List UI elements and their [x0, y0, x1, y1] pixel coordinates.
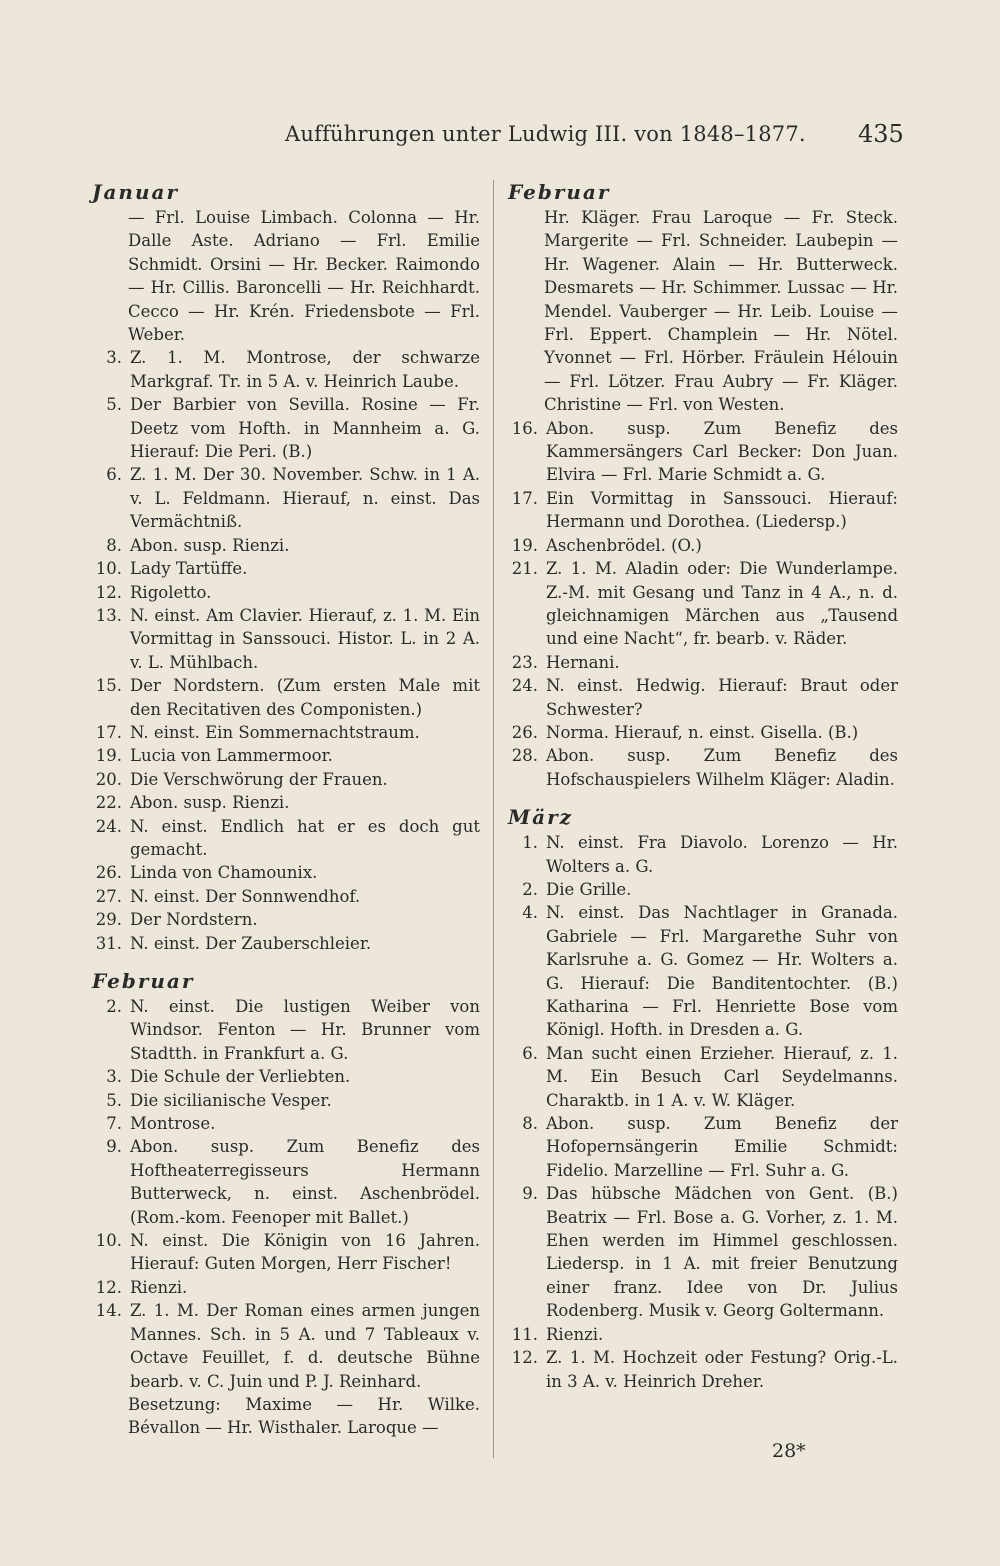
performance-entry: [92, 815, 480, 862]
continuation-text: — Frl. Louise Limbach. Colonna — Hr. Dalle Aste. Adriano — Frl. Emilie Schmidt. Orsini — Hr. Becker. Raimondo — Hr. Cillis. Baroncelli — Hr. Reichhardt. Cecco — Hr. Krén. Friedensbote — Frl. Weber.: [128, 208, 480, 345]
entry-day: 21.: [511, 559, 538, 579]
entry-text: Z. 1. M. Aladin oder: Die Wunderlampe. Z.-M. mit Gesang und Tanz in 4 A., n. d. gleichnamigen Märchen aus „Tausend und eine Nacht“, fr. bearb. v. Räder.: [546, 559, 898, 649]
performance-entry: [92, 1065, 480, 1088]
entry-day: 24.: [511, 676, 538, 696]
entry-day: 27.: [95, 886, 122, 906]
entry-text: Man sucht einen Erzieher. Hierauf, z. 1. M. Ein Besuch Carl Seydelmanns. Charaktb. in 1 A. v. W. Kläger.: [546, 1043, 898, 1110]
performance-entry: [508, 674, 898, 721]
performance-entry: [508, 831, 898, 878]
entry-text: Die Verschwörung der Frauen.: [130, 769, 388, 789]
entry-text: Linda von Chamounix.: [130, 863, 318, 883]
running-title: Aufführungen unter Ludwig III. von 1848–1877.: [285, 122, 806, 146]
entry-day: 7.: [106, 1114, 122, 1134]
performance-entry: [92, 581, 480, 604]
performance-entry: [508, 901, 898, 1041]
performance-entry: [92, 885, 480, 908]
entry-text: Die Schule der Verliebten.: [130, 1067, 351, 1087]
performance-entry: [508, 721, 898, 744]
page-header: [0, 118, 1000, 154]
right-column: [508, 178, 898, 1393]
performance-entry: [92, 604, 480, 674]
entry-text: Abon. susp. Rienzi.: [130, 793, 290, 813]
entry-day: 22.: [95, 793, 122, 813]
performance-entry: [508, 1323, 898, 1346]
performance-entry: [92, 557, 480, 580]
entry-text: Abon. susp. Zum Benefiz des Hofschauspielers Wilhelm Kläger: Aladin.: [546, 746, 898, 789]
performance-entry: [92, 346, 480, 393]
entry-day: 12.: [95, 582, 122, 602]
entry-text: Abon. susp. Rienzi.: [130, 535, 290, 555]
entry-text: Z. 1. M. Der 30. November. Schw. in 1 A. v. L. Feldmann. Hierauf, n. einst. Das Vermächtniß.: [130, 465, 480, 532]
performance-entry: [92, 995, 480, 1065]
performance-entry: [508, 651, 898, 674]
entry-day: 6.: [522, 1043, 538, 1063]
performance-entry: [508, 487, 898, 534]
entry-text: Hernani.: [546, 652, 620, 672]
entry-text: Die sicilianische Vesper.: [130, 1090, 332, 1110]
entry-day: 11.: [511, 1324, 538, 1344]
entry-day: 19.: [95, 746, 122, 766]
month-heading: März: [508, 805, 573, 830]
entry-day: 3.: [106, 1067, 122, 1087]
entry-text: Montrose.: [130, 1114, 216, 1134]
entry-day: 19.: [511, 535, 538, 555]
performance-entry: [92, 1299, 480, 1393]
entry-text: Z. 1. M. Montrose, der schwarze Markgraf. Tr. in 5 A. v. Heinrich Laube.: [130, 348, 480, 391]
continuation-text: Hr. Kläger. Frau Laroque — Fr. Steck. Margerite — Frl. Schneider. Laubepin — Hr. Wagener. Alain — Hr. Butterweck. Desmarets — Hr. Schimmer. Lussac — Hr. Mendel. Vauberger — Hr. Leib. Louise — Frl. Eppert. Champlein — Hr. Nötel. Yvonnet — Frl. Hörber. Fräulein Hélouin — Frl. Lötzer. Frau Aubry — Fr. Kläger. Christine — Frl. von Westen.: [544, 208, 898, 415]
entry-text: Der Barbier von Sevilla. Rosine — Fr. Deetz vom Hofth. in Mannheim a. G. Hierauf: Die Peri. (B.): [130, 395, 480, 462]
entry-day: 26.: [511, 722, 538, 742]
performance-entry: [92, 1276, 480, 1299]
entry-day: 3.: [106, 348, 122, 368]
entry-text: N. einst. Endlich hat er es doch gut gemacht.: [130, 816, 480, 859]
entry-day: 2.: [106, 997, 122, 1016]
entry-day: 26.: [95, 863, 122, 883]
entry-day: 23.: [511, 652, 538, 672]
entry-day: 17.: [95, 722, 122, 742]
entry-text: Rigoletto.: [130, 582, 212, 602]
entry-day: 5.: [106, 1090, 122, 1110]
month-heading: Januar: [92, 180, 179, 204]
entry-day: 10.: [95, 1231, 122, 1251]
entry-text: Rienzi.: [130, 1277, 188, 1297]
entry-day: 20.: [95, 769, 122, 789]
entry-day: 31.: [95, 933, 122, 953]
entry-day: 1.: [522, 833, 538, 853]
entry-text: Lucia von Lammermoor.: [130, 746, 333, 766]
entry-text: Ein Vormittag in Sanssouci. Hierauf: Hermann und Dorothea. (Liedersp.): [546, 488, 898, 532]
entry-text: Lady Tartüffe.: [130, 559, 248, 579]
entry-text: Abon. susp. Zum Benefiz der Hofopernsängerin Emilie Schmidt: Fidelio. Marzelline — Frl. Suhr a. G.: [546, 1114, 898, 1180]
entry-text: N. einst. Am Clavier. Hierauf, z. 1. M. Ein Vormittag in Sanssouci. Histor. L. in 2 A. v. L. Mühlbach.: [130, 605, 480, 672]
entry-text: Abon. susp. Zum Benefiz des Kammersängers Carl Becker: Don Juan. Elvira — Frl. Marie Schmidt a. G.: [546, 418, 898, 485]
entry-day: 14.: [95, 1301, 122, 1321]
performance-entry: [92, 463, 480, 533]
month-heading: Februar: [92, 969, 195, 993]
performance-entry: [92, 744, 480, 767]
performance-entry: [92, 1112, 480, 1135]
entry-day: 9.: [106, 1137, 122, 1157]
entry-text: Rienzi.: [546, 1324, 604, 1344]
performance-entry: [92, 674, 480, 721]
performance-entry: [92, 721, 480, 744]
entry-day: 12.: [511, 1348, 538, 1368]
entry-text: Der Nordstern.: [130, 910, 258, 930]
entry-day: 13.: [95, 605, 122, 625]
month-heading: Februar: [508, 180, 611, 204]
performance-entry: [92, 768, 480, 791]
entry-text: Das hübsche Mädchen von Gent. (B.) Beatrix — Frl. Bose a. G. Vorher, z. 1. M. Ehen werden im Himmel geschlossen. Liedersp. in 1 A. mit freier Benutzung einer franz. Idee von Dr. Julius Rodenberg. Musik v. Georg Goltermann.: [546, 1184, 898, 1321]
performance-entry: [92, 791, 480, 814]
column-divider: [493, 180, 494, 1458]
entry-text: N. einst. Der Sonnwendhof.: [130, 886, 361, 906]
performance-entry: [508, 1112, 898, 1182]
entry-day: 2.: [522, 879, 538, 899]
left-column: [92, 178, 480, 1440]
entry-day: 16.: [511, 418, 538, 438]
entry-text: Z. 1. M. Hochzeit oder Festung? Orig.-L. in 3 A. v. Heinrich Dreher.: [546, 1348, 898, 1391]
entry-text: Abon. susp. Zum Benefiz des Hoftheaterregisseurs Hermann Butterweck, n. einst. Aschenbrödel. (Rom.-kom. Feenoper mit Ballet.): [130, 1137, 480, 1227]
performance-entry: [92, 932, 480, 955]
entry-day: 6.: [106, 465, 122, 485]
performance-entry: [508, 1182, 898, 1322]
performance-entry: [92, 393, 480, 463]
entry-text: Der Nordstern. (Zum ersten Male mit den Recitativen des Componisten.): [130, 676, 480, 719]
performance-entry: [92, 908, 480, 931]
entry-day: 8.: [106, 535, 122, 555]
entry-text: Norma. Hierauf, n. einst. Gisella. (B.): [546, 722, 859, 742]
entry-day: 12.: [95, 1277, 122, 1297]
performance-entry: [508, 1042, 898, 1112]
signature-mark: 28*: [772, 1440, 806, 1462]
performance-entry: [508, 417, 898, 487]
entry-day: 17.: [511, 488, 538, 508]
performance-entry: [508, 557, 898, 651]
entry-text: N. einst. Die lustigen Weiber von Windsor. Fenton — Hr. Brunner vom Stadtth. in Frankfurt a. G.: [130, 997, 480, 1063]
performance-entry: [92, 1135, 480, 1229]
entry-text: N. einst. Die Königin von 16 Jahren. Hierauf: Guten Morgen, Herr Fischer!: [130, 1231, 480, 1274]
entry-day: 10.: [95, 559, 122, 579]
entry-day: 5.: [106, 395, 122, 415]
performance-entry: [508, 878, 898, 901]
entry-text: Aschenbrödel. (O.): [546, 535, 702, 555]
entry-day: 4.: [522, 903, 538, 923]
performance-entry: [508, 744, 898, 791]
entry-text: Die Grille.: [546, 879, 632, 899]
entry-text: N. einst. Hedwig. Hierauf: Braut oder Schwester?: [546, 676, 898, 719]
entry-text: N. einst. Der Zauberschleier.: [130, 933, 372, 953]
entry-day: 28.: [511, 746, 538, 766]
performance-entry: [92, 861, 480, 884]
entry-day: 8.: [522, 1114, 538, 1134]
entry-text: Z. 1. M. Der Roman eines armen jungen Mannes. Sch. in 5 A. und 7 Tableaux v. Octave Feuillet, f. d. deutsche Bühne bearb. v. C. Juin und P. J. Reinhard.: [130, 1301, 480, 1391]
entry-text: N. einst. Fra Diavolo. Lorenzo — Hr. Wolters a. G.: [546, 833, 898, 876]
entry-day: 24.: [95, 816, 122, 836]
performance-entry: [92, 534, 480, 557]
performance-entry: [508, 534, 898, 557]
entry-day: 29.: [95, 910, 122, 930]
performance-entry: [92, 1089, 480, 1112]
entry-text: N. einst. Ein Sommernachtstraum.: [130, 722, 420, 742]
continuation-text: Besetzung: Maxime — Hr. Wilke. Bévallon — Hr. Wisthaler. Laroque —: [128, 1394, 480, 1438]
entry-day: 15.: [95, 676, 122, 696]
entry-text: N. einst. Das Nachtlager in Granada. Gabriele — Frl. Margarethe Suhr von Karlsruhe a. G. Gomez — Hr. Wolters a. G. Hierauf: Die Banditentochter. (B.) Katharina — Frl. Henriette Bose vom Königl. Hofth. in Dresden a. G.: [546, 903, 898, 1040]
page-number: 435: [858, 120, 904, 148]
entry-day: 9.: [522, 1184, 538, 1204]
performance-entry: [508, 1346, 898, 1393]
performance-entry: [92, 1229, 480, 1276]
